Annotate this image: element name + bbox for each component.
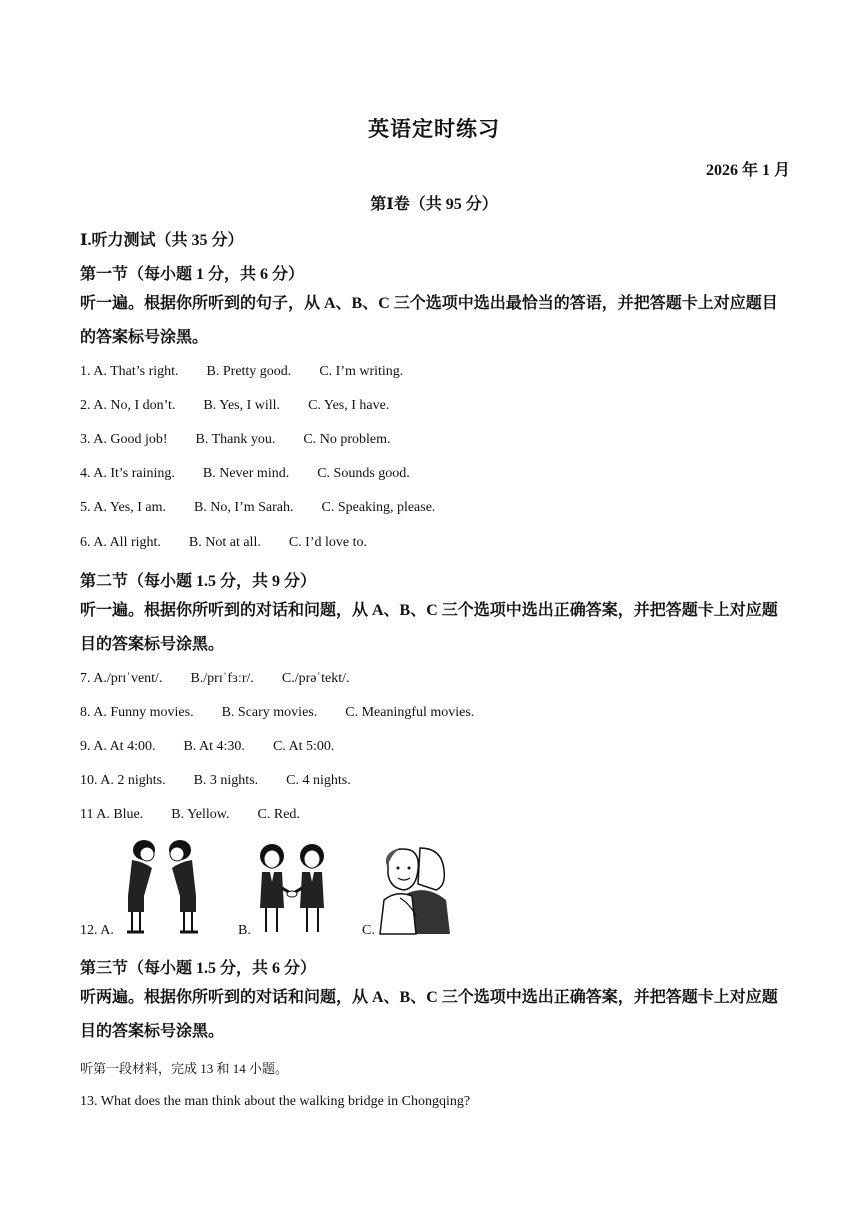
question-12-option-b-label: B.	[238, 923, 251, 938]
handshake-image	[250, 842, 336, 936]
part-heading: Ⅰ.听力测试（共 35 分）	[80, 232, 244, 249]
section2-instruction: 听一遍。根据你所听到的对话和问题，从 A、B、C 三个选项中选出正确答案，并把答题卡上对应题目的答案标号涂黑。	[80, 602, 778, 653]
question-5: 5. A. Yes, I am. B. No, I’m Sarah. C. Speaking, please.	[80, 500, 436, 515]
question-4: 4. A. It’s raining. B. Never mind. C. Sounds good.	[80, 466, 410, 481]
hugging-people-image	[376, 844, 452, 936]
question-7: 7. A./prɪˈvent/. B./prɪˈfɜːr/. C./prəˈtekt/.	[80, 671, 350, 686]
section3-heading: 第三节（每小题 1.5 分，共 6 分）	[80, 960, 317, 977]
bowing-people-image	[114, 838, 210, 936]
question-6: 6. A. All right. B. Not at all. C. I’d love to.	[80, 535, 367, 550]
question-9: 9. A. At 4:00. B. At 4:30. C. At 5:00.	[80, 739, 335, 754]
section1-instruction: 听一遍。根据你所听到的句子，从 A、B、C 三个选项中选出最恰当的答语，并把答题卡上对应题目的答案标号涂黑。	[80, 295, 778, 346]
question-13: 13. What does the man think about the walking bridge in Chongqing?	[80, 1094, 471, 1109]
question-10: 10. A. 2 nights. B. 3 nights. C. 4 nights.	[80, 773, 351, 788]
section2-heading: 第二节（每小题 1.5 分，共 9 分）	[80, 573, 317, 590]
question-3: 3. A. Good job! B. Thank you. C. No problem.	[80, 432, 391, 447]
question-1: 1. A. That’s right. B. Pretty good. C. I’m writing.	[80, 364, 404, 379]
section1-heading: 第一节（每小题 1 分，共 6 分）	[80, 266, 305, 283]
exam-date: 2026 年 1 月	[705, 162, 790, 179]
question-12-option-c-label: C.	[362, 923, 375, 938]
section3-instruction: 听两遍。根据你所听到的对话和问题，从 A、B、C 三个选项中选出正确答案，并把答题卡上对应题目的答案标号涂黑。	[80, 989, 778, 1040]
question-2: 2. A. No, I don’t. B. Yes, I will. C. Yes, I have.	[80, 398, 390, 413]
question-11: 11 A. Blue. B. Yellow. C. Red.	[80, 807, 300, 822]
page-title: 英语定时练习	[368, 117, 500, 141]
listening-note: 听第一段材料，完成 13 和 14 小题。	[80, 1061, 289, 1076]
question-8: 8. A. Funny movies. B. Scary movies. C. Meaningful movies.	[80, 705, 475, 720]
volume-heading: 第Ⅰ卷（共 95 分）	[370, 196, 498, 213]
question-12-label: 12. A.	[80, 923, 114, 938]
